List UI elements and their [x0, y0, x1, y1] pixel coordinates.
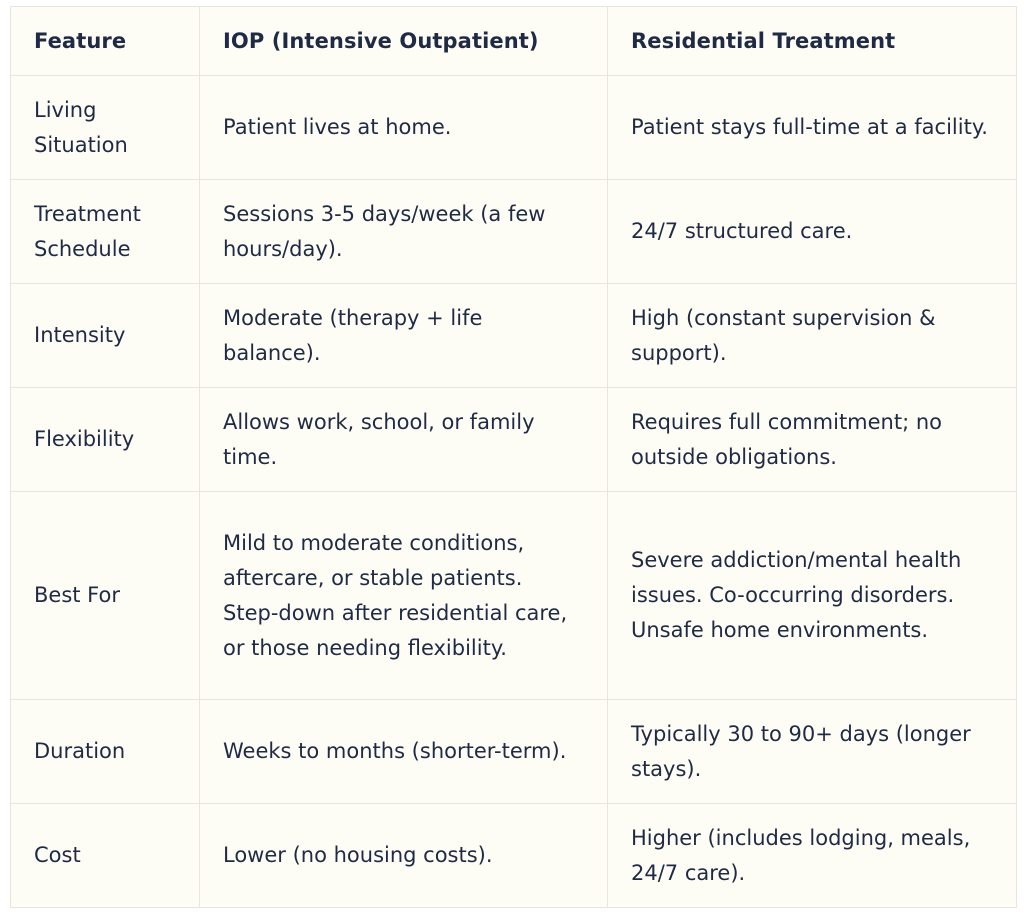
header-feature: Feature — [11, 7, 200, 76]
iop-cell: Weeks to months (shorter-term). — [200, 700, 608, 804]
feature-cell: Best For — [11, 492, 200, 700]
table-header-row — [11, 7, 1017, 76]
iop-cell: Patient lives at home. — [200, 76, 608, 180]
feature-cell: Duration — [11, 700, 200, 804]
header-iop: IOP (Intensive Outpatient) — [200, 7, 608, 76]
iop-cell: Moderate (therapy + life balance). — [200, 284, 608, 388]
comparison-table — [10, 6, 1017, 908]
feature-cell: Treatment Schedule — [11, 180, 200, 284]
residential-cell: High (constant supervision & support). — [608, 284, 1017, 388]
comparison-table-container — [10, 6, 1016, 906]
feature-cell: Living Situation — [11, 76, 200, 180]
feature-cell: Flexibility — [11, 388, 200, 492]
iop-cell: Mild to moderate conditions, aftercare, or stable patients. Step-down after residential care, or those needing flexibility. — [200, 492, 608, 700]
feature-cell: Intensity — [11, 284, 200, 388]
residential-cell: Requires full commitment; no outside obligations. — [608, 388, 1017, 492]
table-row — [11, 700, 1017, 804]
header-residential: Residential Treatment — [608, 7, 1017, 76]
table-row — [11, 804, 1017, 908]
table-row — [11, 492, 1017, 700]
residential-cell: 24/7 structured care. — [608, 180, 1017, 284]
iop-cell: Allows work, school, or family time. — [200, 388, 608, 492]
residential-cell: Severe addiction/mental health issues. Co-occurring disorders. Unsafe home environments. — [608, 492, 1017, 700]
table-row — [11, 284, 1017, 388]
residential-cell: Patient stays full-time at a facility. — [608, 76, 1017, 180]
residential-cell: Higher (includes lodging, meals, 24/7 care). — [608, 804, 1017, 908]
residential-cell: Typically 30 to 90+ days (longer stays). — [608, 700, 1017, 804]
iop-cell: Lower (no housing costs). — [200, 804, 608, 908]
table-row — [11, 180, 1017, 284]
table-row — [11, 76, 1017, 180]
feature-cell: Cost — [11, 804, 200, 908]
iop-cell: Sessions 3-5 days/week (a few hours/day). — [200, 180, 608, 284]
table-row — [11, 388, 1017, 492]
